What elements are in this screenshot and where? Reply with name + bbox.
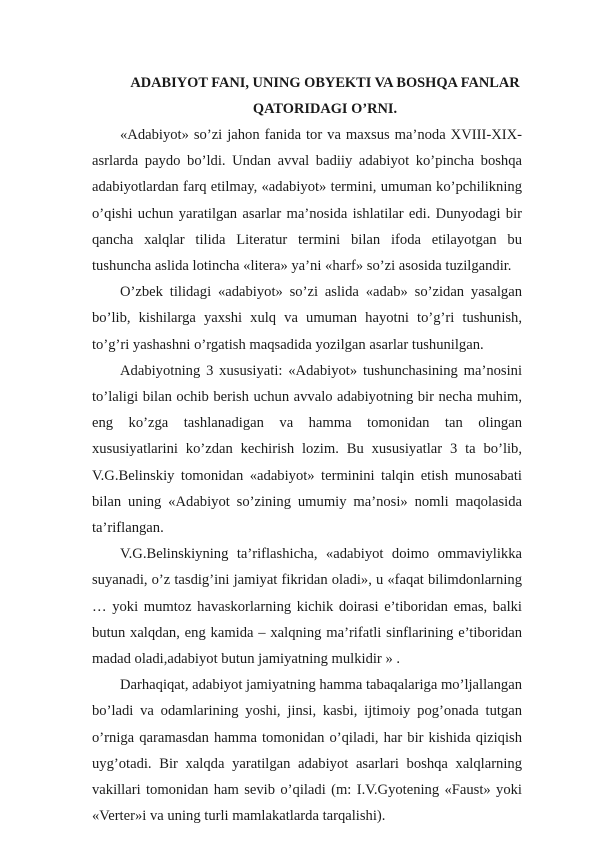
paragraph-3: Adabiyotning 3 xususiyati: «Adabiyot» tushunchasining ma’nosini to’laligi bilan ochib berish uchun avvalo adabiyotning bir necha muhim, eng ko’zga tashlanadigan va hamma tomonidan tan olingan xususiyatlarini ko’zdan kechirish lozim. Bu xususiyatlar 3 ta bo’lib, V.G.Belinskiy tomonidan «adabiyot» terminini talqin etish munosabati bilan uning «Adabiyot so’zining umumiy ma’nosi» nomli maqolasida ta’riflangan. xyxy=(92,362,522,537)
paragraph-5: Darhaqiqat, adabiyot jamiyatning hamma tabaqalariga mo’ljallangan bo’ladi va odamlarining yoshi, jinsi, kasbi, ijtimoiy pog’onada tutgan o’rniga qaramasdan hamma tomonidan o’qiladi, har bir kishida qiziqish uyg’otadi. Bir xalqda yaratilgan adabiyot asarlari boshqa xalqlarning vakillari tomonidan ham sevib o’qiladi (m: I.V.Gyotening «Faust» yoki «Verter»i va uning turli mamlakatlarda tarqalishi). xyxy=(92,677,522,825)
paragraph-1: «Adabiyot» so’zi jahon fanida tor va maxsus ma’noda XVIII-XIX-asrlarda paydo bo’ldi. Undan avval badiiy adabiyot ko’pincha boshqa adabiyotlardan farq etilmay, «adabiyot» termini, umuman ko’pchilikning o’qishi uchun yaratilgan asarlar ma’nosida ishlatilar edi. Dunyodagi bir qancha xalqlar tilida Literatur termini bilan ifoda etilayotgan bu tushuncha aslida lotincha «litera» ya’ni «harf» so’zi asosida tuzilgandir. xyxy=(92,127,522,275)
paragraph-4: V.G.Belinskiyning ta’riflashicha, «adabiyot doimo ommaviylikka suyanadi, o’z tasdig’ini jamiyat fikridan oladi», u «faqat bilimdonlarning … yoki mumtoz havaskorlarning kichik doirasi e’tiboridan emas, balki butun xalqdan, eng kamida – xalqning ma’rifatli sinflarining e’tiboridan madad oladi,adabiyot butun jamiyatning mulkidir » . xyxy=(92,546,522,668)
title-line-1: ADABIYOT FANI, UNING OBYEKTI VA BOSHQA FANLAR xyxy=(130,75,520,91)
paragraph-2: O’zbek tilidagi «adabiyot» so’zi aslida «adab» so’zidan yasalgan bo’lib, kishilarga yaxshi xulq va umuman hayotni to’g’ri tushunish, to’g’ri yashashni o’rgatish maqsadida yozilgan asarlar tushunilgan. xyxy=(92,284,522,353)
document-title xyxy=(92,70,522,122)
title-line-2: QATORIDAGI O’RNI. xyxy=(252,101,398,117)
